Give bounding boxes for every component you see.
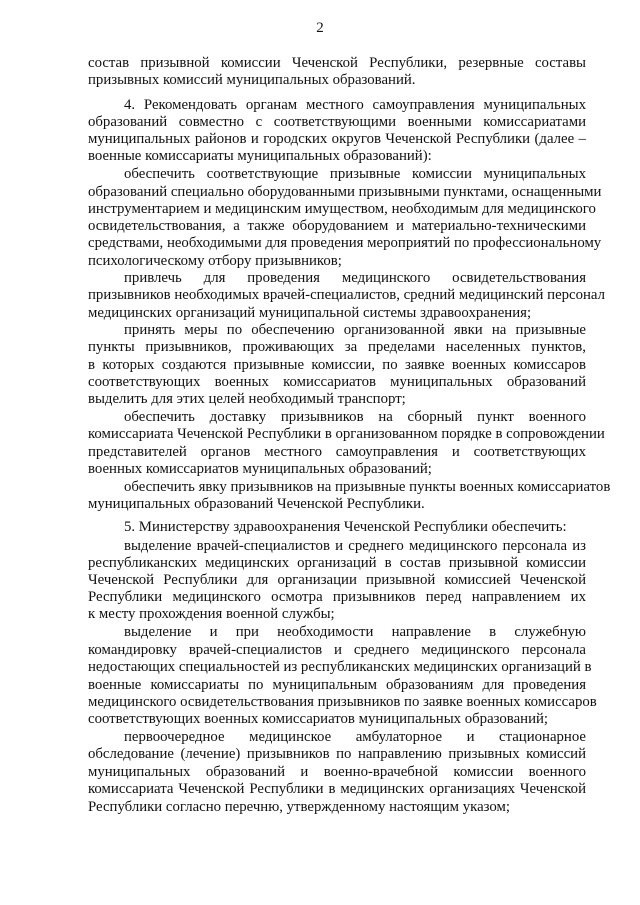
text-line: состав призывной комиссии Чеченской Республики, резервные составы (88, 55, 586, 71)
text-line: привлечь для проведения медицинского освидетельствования (124, 270, 586, 286)
text-line: муниципальных районов и городских округов Чеченской Республики (далее – (88, 131, 586, 147)
text-line: обеспечить явку призывников на призывные пункты военных комиссариатов (124, 479, 611, 495)
text-line: Чеченской Республики для организации призывной комиссией Чеченской (88, 572, 586, 588)
text-line: Республики согласно перечню, утвержденному настоящим указом; (88, 799, 511, 815)
text-line: соответствующих военных комиссариатов муниципальных образований (88, 374, 586, 390)
text-line: образований совместно с соответствующими военными комиссариатами (88, 114, 586, 130)
text-line: обследование (лечение) призывников по направлению призывных комиссий (88, 746, 586, 762)
text-line: обеспечить доставку призывников на сборный пункт военного (124, 409, 586, 425)
text-line: призывных комиссий муниципальных образований. (88, 72, 416, 88)
text-line: инструментарием и медицинским имуществом, необходимым для медицинского (88, 201, 596, 217)
text-line: принять меры по обеспечению организованной явки на призывные (124, 322, 586, 338)
text-line: недостающих специальностей из республиканских медицинских организаций в (88, 659, 592, 675)
text-line: комиссариата Чеченской Республики в медицинских организациях Чеченской (88, 781, 586, 797)
text-line: командировку врачей-специалистов и среднего медицинского персонала (88, 642, 586, 658)
text-line: 4. Рекомендовать органам местного самоуправления муниципальных (124, 97, 586, 113)
text-line: муниципальных образований Чеченской Республики. (88, 496, 425, 512)
text-line: к месту прохождения военной службы; (88, 606, 335, 622)
text-line: 5. Министерству здравоохранения Чеченской Республики обеспечить: (124, 519, 567, 535)
text-line: психологическому отбору призывников; (88, 253, 342, 269)
text-line: Республики медицинского осмотра призывников перед направлением их (88, 589, 586, 605)
text-line: выделить для этих целей необходимый транспорт; (88, 391, 406, 407)
text-line: выделение и при необходимости направление в служебную (124, 624, 586, 640)
text-line: республиканских медицинских организаций в состав призывной комиссии (88, 555, 586, 571)
page-number: 2 (316, 20, 324, 36)
text-line: военных комиссариатов муниципальных образований; (88, 461, 432, 477)
text-line: муниципальных образований и военно-врачебной комиссии военного (88, 764, 586, 780)
text-line: в которых создаются призывные комиссии, по заявке военных комиссаров (88, 357, 586, 373)
text-line: военные комиссариаты муниципальных образований): (88, 148, 432, 164)
text-line: средствами, необходимыми для проведения мероприятий по профессиональному (88, 235, 602, 251)
text-line: выделение врачей-специалистов и среднего медицинского персонала из (124, 538, 586, 554)
text-line: комиссариата Чеченской Республики в организованном порядке в сопровождении (88, 426, 605, 442)
text-line: обеспечить соответствующие призывные комиссии муниципальных (124, 166, 586, 182)
text-line: образований специально оборудованными призывными пунктами, оснащенными (88, 184, 602, 200)
text-line: соответствующих военных комиссариатов муниципальных образований; (88, 711, 549, 727)
text-line: медицинского освидетельствования призывников по заявке военных комиссаров (88, 694, 597, 710)
text-line: первоочередное медицинское амбулаторное и стационарное (124, 729, 586, 745)
text-line: представителей органов местного самоуправления и соответствующих (88, 444, 586, 460)
text-line: пункты призывников, проживающих за пределами населенных пунктов, (88, 339, 586, 355)
text-line: медицинских организаций муниципальной системы здравоохранения; (88, 305, 532, 321)
text-line: освидетельствования, а также оборудованием и материально-техническими (88, 218, 586, 234)
text-line: военные комиссариаты по муниципальным образованиям для проведения (88, 677, 586, 693)
text-line: призывников необходимых врачей-специалистов, средний медицинский персонал (88, 287, 606, 303)
